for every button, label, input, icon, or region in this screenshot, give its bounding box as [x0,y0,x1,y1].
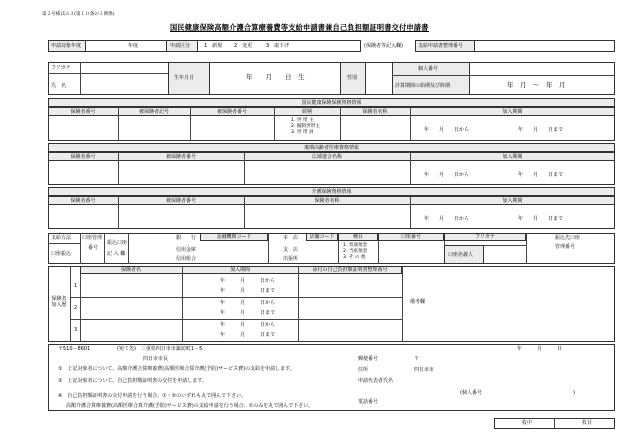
kokuho-title: 国民健康保険保険資格情報 [301,100,362,106]
shiten-label: 支 店 [283,247,299,253]
history-2-to[interactable]: 年 月 日まで [220,310,276,316]
kaigo-h-number: 被保険者番号 [165,198,196,204]
dest-mgmt-label: 管理番号 [555,244,576,250]
history-1-from[interactable]: 年 月 日から [220,278,276,284]
postal-mark[interactable]: 〒 [414,356,420,362]
kaigo-h-insurer-name: 保険者名称 [314,198,340,204]
account-mgmt-number: 番号 [88,245,99,251]
kouki-from[interactable]: 年 月 日から [424,172,470,178]
kokuho-h-period: 加入期間 [502,109,523,115]
note-2: 高額介護合算療養費(高額医療合算介護(予防)サービス費)の支給申請を行う場合、①のみを丸で囲んで下さい。 [66,403,314,409]
history-3-from[interactable]: 年 月 日から [220,322,276,328]
category-withdraw[interactable]: 3 取下げ [266,43,290,49]
account-number-label: 口座番号 [400,234,421,240]
kokuho-h-number: 被保険者番号 [216,109,247,115]
address-value[interactable]: 四日市市 [414,367,435,373]
history-h-cert: 添付の自己負担額証明書整理番号 [312,267,388,273]
insurer-entry-label: (保険者等記入欄) [364,43,403,49]
kind-ordinary[interactable]: 1. 普通預金 [343,243,368,248]
kouki-h-period: 加入期間 [502,154,523,160]
applicant-postal-label: 郵便番号 [358,356,379,362]
fill-label: 記 入 欄 [107,251,126,257]
id-number-note: (個人番号 [460,390,482,396]
history-1-to[interactable]: 年 月 日まで [220,288,276,294]
remarks-label: 備考欄 [410,299,426,305]
phone-label: 電話番号 [358,399,379,405]
kaigo-to[interactable]: 年 月 日まで [518,216,564,222]
branch-code-label: 店舗コード [309,234,335,240]
kouki-h-union: 広域連合名称 [311,154,342,160]
kokuho-from[interactable]: 年 月 日から [424,127,470,133]
mayor: 四日市市長 [143,356,169,362]
page-end-label: 枚目 [582,420,593,426]
declaration-2[interactable]: ② 上記対象者について、自己負担額証明書の交付を申請します。 [58,378,207,384]
shinkin-label: 信用金庫 [176,247,197,253]
history-row-2: 2 [74,305,78,311]
address-label: 住所 [358,367,369,373]
kouki-title: 後期高齢者医療資格情報 [303,145,359,151]
birth-value[interactable]: 年 月 日 生 [246,73,305,81]
declaration-1[interactable]: ① 上記対象者について、高額介護合算療養費(高額医療合算介護(予防)サービス費)の支給を申請します。 [58,366,295,372]
relation-member[interactable]: 3. 世 帯 員 [291,130,314,135]
account-mgmt-label: 口座管理 [82,235,103,241]
category-new[interactable]: 1 新規 [204,43,223,49]
birth-label: 生年月日 [174,75,195,81]
kokuho-h-relation: 続柄 [301,109,312,115]
prev-account-label: 振込口座 [107,240,128,246]
kouki-to[interactable]: 年 月 日まで [518,172,564,178]
year-unit[interactable]: 年度 [128,43,139,49]
account-kind-label: 種目 [352,234,363,240]
kaigo-title: 介護保険資格情報 [311,189,352,195]
honten-label: 本 店 [283,235,299,241]
name-label: 氏 名 [51,83,67,89]
insurer-history [48,266,615,342]
kind-other[interactable]: 3. そ の 他 [343,255,366,260]
calc-period-value[interactable]: 年 月 ～ 年 月 [507,81,566,89]
history-2-from[interactable]: 年 月 日から [220,300,276,306]
bank-transfer-label: 口座振込 [51,251,72,257]
kokuho-to[interactable]: 年 月 日まで [518,127,564,133]
id-number-close: ) [573,390,575,396]
shinkumi-label: 信用組合 [176,256,197,262]
addressee: (宛て先) 三重県四日市市諏訪町1－5 [117,346,203,352]
target-year-label: 申請対象年度 [51,43,82,49]
payment-method-label: 支給方法 [51,235,72,241]
relation-head[interactable]: 1. 世 帯 主 [291,118,314,123]
kokuho-h-insurer-name: 保険者名称 [362,109,388,115]
calc-period-label: 計算期間の始期及び終期 [395,83,451,89]
insurer-history-label: 保険者 加入歴 [51,296,67,308]
form-number: 第２号様式の３(第１０条の３関係) [42,12,115,17]
history-h-name: 保険者名 [120,267,141,273]
receipt-number-label: 支給申請書整理番号 [418,43,464,49]
kokuho-h-insurer-no: 保険者番号 [70,109,96,115]
kaigo-h-period: 加入期間 [502,198,523,204]
bank-label: 銀 行 [176,235,197,241]
shucchou-label: 出張所 [283,256,299,262]
sex-label: 性別 [347,75,358,81]
page-title: 国民健康保険高額介護合算療養費等支給申請書兼自己負担額証明書交付申請書 [170,23,429,32]
kaigo-h-insurer-no: 保険者番号 [70,198,96,204]
history-row-1: 1 [74,283,78,289]
person-block [48,62,615,95]
furigana-label: フリガナ [51,65,71,71]
kind-current[interactable]: 2. 当座預金 [343,249,368,254]
application-date[interactable]: 年 月 日 [517,346,563,352]
kouki-h-number: 被保険者番号 [165,154,196,160]
category-change[interactable]: 2 変更 [234,43,253,49]
history-row-3: 3 [74,327,78,333]
page-middle-label: 枚中 [522,420,533,426]
holder-label: 口座名義人 [448,252,474,258]
note-1: ※ 自己負担額証明書の交付申請を行う場合、①・②のいずれも丸で囲んで下さい。 [58,393,247,399]
kaigo-from[interactable]: 年 月 日から [424,216,470,222]
kokuho-h-symbol: 被保険者記号 [138,109,169,115]
individual-number-label: 個人番号 [418,66,439,72]
history-3-to[interactable]: 年 月 日まで [220,332,276,338]
category-label: 申請区分 [170,43,191,49]
postal-code: 〒510－8601 [58,346,91,352]
fin-code-label: 金融機関コード [216,234,252,240]
holder-furigana-label: フリガナ [475,234,495,240]
applicant-name-label: 申請代表者氏名 [358,378,394,384]
kouki-h-insurer-no: 保険者番号 [70,154,96,160]
dest-account-label: 振込先口座 [555,235,581,241]
relation-quasi-head[interactable]: 2. 擬制世帯主 [291,124,320,129]
history-h-period: 加入期間 [229,267,250,273]
